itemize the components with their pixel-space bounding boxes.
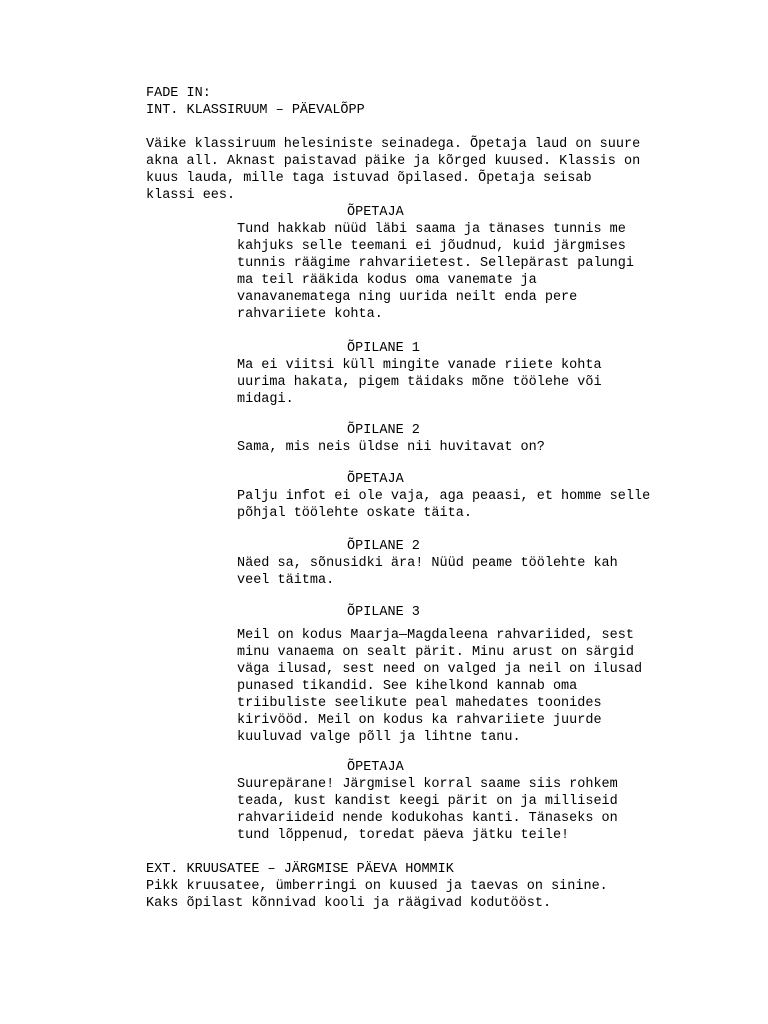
action-line: klassi ees. [146,188,236,203]
dialogue-line: kirivööd. Meil on kodus ka rahvariiete juurde [237,713,602,728]
dialogue-line: triibuliste seelikute peal mahedates toonides [237,696,602,711]
dialogue-line: vanavanematega ning uurida neilt enda pere [237,290,578,305]
dialogue-line: Sama, mis neis üldse nii huvitavat on? [237,440,545,455]
dialogue-line: Palju infot ei ole vaja, aga peaasi, et homme selle [237,489,651,504]
character-name: ÕPETAJA [347,760,404,775]
dialogue-line: Ma ei viitsi küll mingite vanade riiete kohta [237,358,602,373]
dialogue-line: uurima hakata, pigem täidaks mõne töölehe või [237,375,602,390]
dialogue-line: rahvariiete kohta. [237,307,383,322]
character-name: ÕPETAJA [347,205,404,220]
character-name: ÕPILANE 2 [347,423,420,438]
action-line: kuus lauda, mille taga istuvad õpilased. Õpetaja seisab [146,171,592,186]
dialogue-line: kahjuks selle teemani ei jõudnud, kuid järgmises [237,239,626,254]
dialogue-line: Suurepärane! Järgmisel korral saame siis rohkem [237,777,618,792]
dialogue-line: minu vanaema on sealt pärit. Minu arust on särgid [237,645,634,660]
dialogue-line: väga ilusad, sest need on valged ja neil on ilusad [237,662,643,677]
dialogue-line: punased tikandid. See kihelkond kannab oma [237,679,578,694]
dialogue-line: rahvariideid nende kodukohas kanti. Tänaseks on [237,811,618,826]
character-name: ÕPILANE 1 [347,341,420,356]
dialogue-line: Tund hakkab nüüd läbi saama ja tänases tunnis me [237,222,626,237]
dialogue-line: ma teil rääkida kodus oma vanemate ja [237,273,537,288]
character-name: ÕPILANE 3 [347,605,420,620]
action-line: Väike klassiruum helesiniste seinadega. Õpetaja laud on suure [146,137,641,152]
action-line: Kaks õpilast kõnnivad kooli ja räägivad kodutööst. [146,896,552,911]
dialogue-line: tunnis räägime rahvariietest. Sellepärast palungi [237,256,634,271]
action-line: akna all. Aknast paistavad päike ja kõrged kuused. Klassis on [146,154,641,169]
character-name: ÕPETAJA [347,472,404,487]
dialogue-line: põhjal töölehte oskate täita. [237,506,472,521]
character-name: ÕPILANE 2 [347,539,420,554]
dialogue-line: kuuluvad valge põll ja lihtne tanu. [237,730,521,745]
scene-heading: INT. KLASSIRUUM – PÄEVALÕPP [146,103,365,118]
transition-line: FADE IN: [146,86,211,101]
dialogue-line: tund lõppenud, toredat päeva jätku teile! [237,828,570,843]
scene-heading: EXT. KRUUSATEE – JÄRGMISE PÄEVA HOMMIK [146,862,454,877]
dialogue-line: veel täitma. [237,573,335,588]
dialogue-line: midagi. [237,392,294,407]
dialogue-line: teada, kust kandist keegi pärit on ja milliseid [237,794,618,809]
action-line: Pikk kruusatee, ümberringi on kuused ja taevas on sinine. [146,879,608,894]
dialogue-line: Meil on kodus Maarja—Magdaleena rahvariided, sest [237,628,634,643]
dialogue-line: Näed sa, sõnusidki ära! Nüüd peame töölehte kah [237,556,618,571]
